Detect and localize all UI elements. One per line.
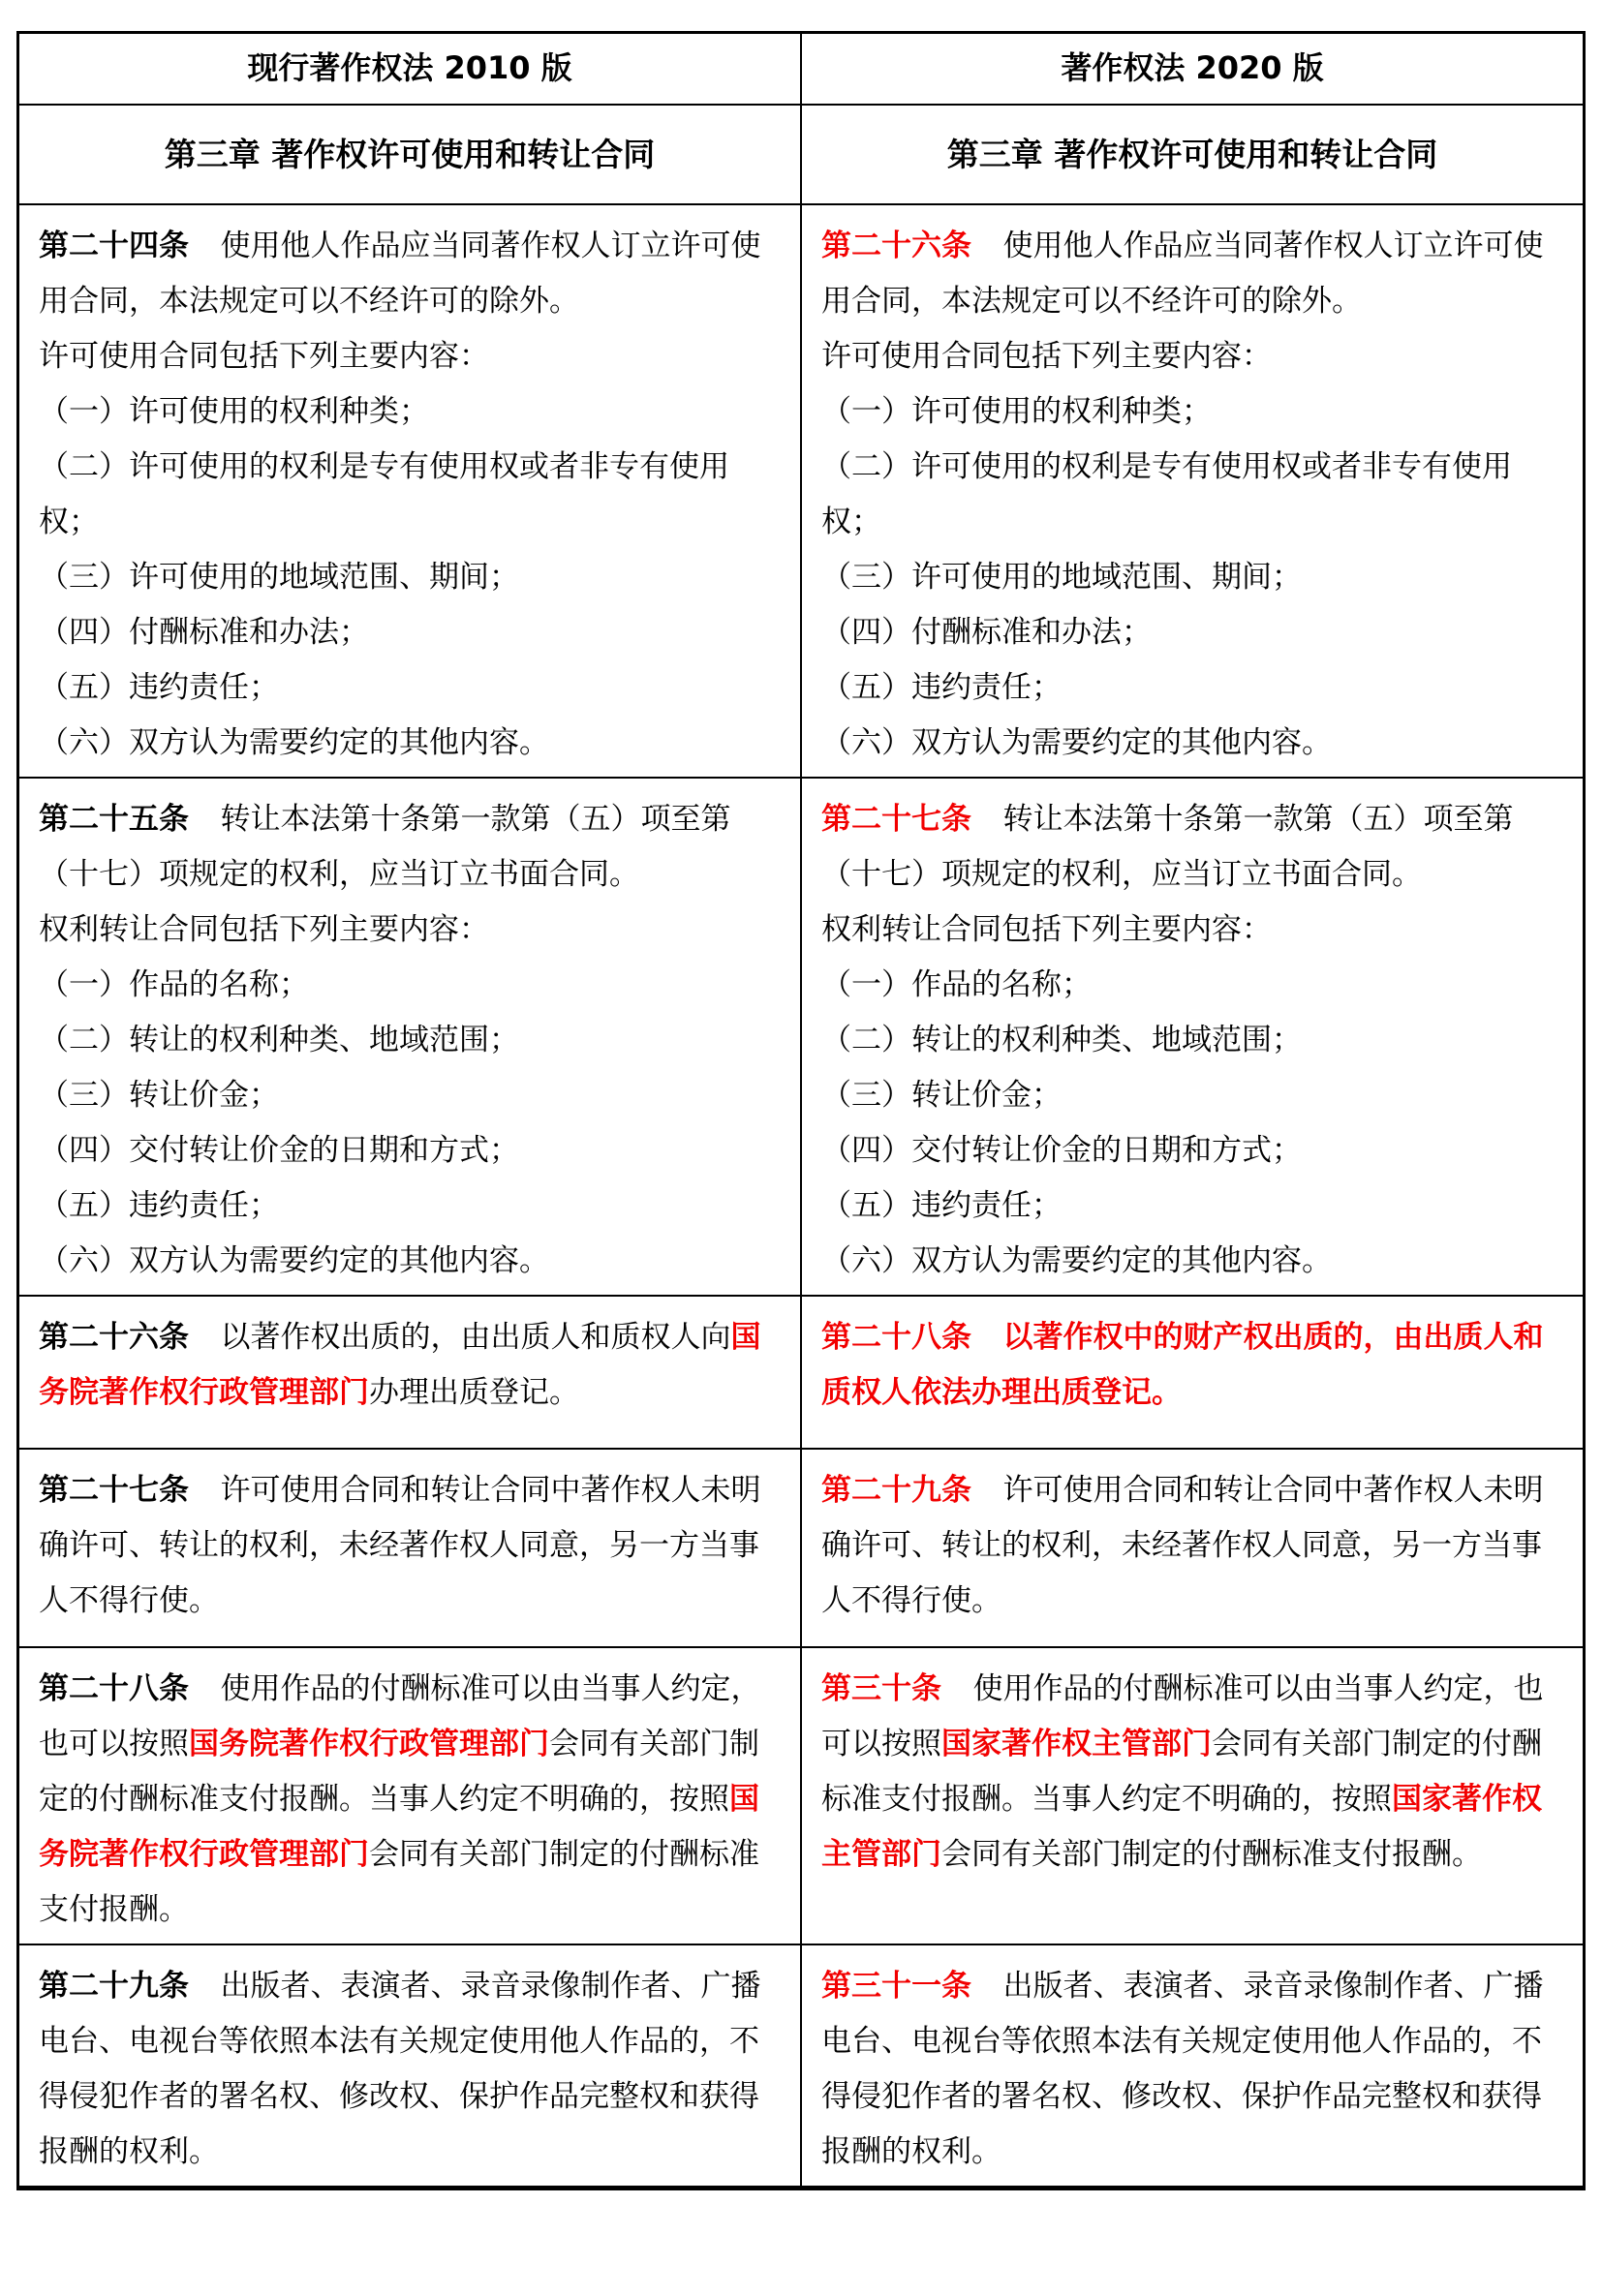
paragraph [821, 1068, 1563, 1123]
paragraph [39, 660, 781, 716]
paragraph [39, 1310, 781, 1421]
text-segment: 国家著作权主管部门 [941, 1726, 1212, 1761]
text-segment: 许可使用合同包括下列主要内容： [39, 338, 489, 374]
paragraph [821, 329, 1563, 384]
paragraph [39, 1463, 781, 1629]
text-segment: （四）付酬标准和办法； [39, 614, 369, 650]
law-2020-cell [801, 1296, 1585, 1449]
text-segment: 出版者、表演者、录音录像制作者、广播电台、电视台等依照本法有关规定使用他人作品的，不得侵犯作者的署名权、修改权、保护作品完整权和获得报酬的权利。 [39, 1968, 761, 2169]
text-segment: 第三章 著作权许可使用和转让合同 [946, 135, 1438, 173]
paragraph [39, 903, 781, 958]
paragraph [39, 41, 781, 96]
text-segment: 权利转让合同包括下列主要内容： [39, 911, 489, 947]
text-segment: （三）转让价金； [821, 1077, 1062, 1113]
article-number: 第三十一条 [821, 1968, 971, 2004]
table-row [18, 1944, 1585, 2189]
text-segment: （三）许可使用的地域范围、期间； [39, 559, 519, 595]
law-comparison-table [16, 31, 1586, 2190]
law-2010-cell [18, 1647, 802, 1944]
article-number: 第二十五条 [39, 801, 189, 837]
text-segment: 使用他人作品应当同著作权人订立许可使用合同，本法规定可以不经许可的除外。 [821, 228, 1544, 319]
article-number: 第二十九条 [821, 1472, 971, 1508]
text-segment: （四）交付转让价金的日期和方式； [821, 1132, 1302, 1168]
text-segment: 国家著作权主管部门 [821, 1781, 1542, 1872]
text-segment: 转让本法第十条第一款第（五）项至第（十七）项规定的权利，应当订立书面合同。 [821, 801, 1514, 892]
table-row [18, 105, 1585, 204]
text-segment: （四）交付转让价金的日期和方式； [39, 1132, 519, 1168]
paragraph [39, 1662, 781, 1938]
paragraph [821, 660, 1563, 716]
text-segment: 著作权法 2020 版 [1061, 49, 1324, 87]
text-segment: 使用他人作品应当同著作权人订立许可使用合同，本法规定可以不经许可的除外。 [39, 228, 761, 319]
article-number: 第二十八条 [821, 1319, 971, 1355]
law-2010-cell [18, 33, 802, 105]
text-segment: 使用作品的付酬标准可以由当事人约定，也可以按照 [39, 1670, 761, 1761]
text-segment: （二）许可使用的权利是专有使用权或者非专有使用权； [821, 448, 1512, 539]
paragraph [39, 127, 781, 182]
paragraph [39, 219, 781, 329]
text-segment: 会同有关部门制定的付酬标准支付报酬。当事人约定不明确的，按照 [39, 1726, 759, 1817]
paragraph [821, 1123, 1563, 1179]
text-segment: 国务院著作权行政管理部门 [189, 1726, 549, 1761]
text-segment: 许可使用合同和转让合同中著作权人未明确许可、转让的权利，未经著作权人同意，另一方当事人不得行使。 [39, 1472, 761, 1618]
article-number: 第二十八条 [39, 1670, 189, 1706]
paragraph [39, 958, 781, 1013]
paragraph [821, 958, 1563, 1013]
article-number: 第二十六条 [39, 1319, 189, 1355]
paragraph [39, 329, 781, 384]
table-row [18, 778, 1585, 1296]
paragraph [821, 1179, 1563, 1234]
paragraph [821, 1959, 1563, 2180]
paragraph [39, 1234, 781, 1289]
text-segment: 转让本法第十条第一款第（五）项至第（十七）项规定的权利，应当订立书面合同。 [39, 801, 731, 892]
table-row [18, 1647, 1585, 1944]
text-segment: （二）许可使用的权利是专有使用权或者非专有使用权； [39, 448, 729, 539]
article-number: 第二十四条 [39, 228, 189, 263]
law-2020-cell [801, 1449, 1585, 1647]
text-segment: （三）转让价金； [39, 1077, 279, 1113]
paragraph [821, 716, 1563, 771]
text-segment: （一）作品的名称； [39, 966, 309, 1002]
law-2010-cell [18, 1449, 802, 1647]
paragraph [39, 1123, 781, 1179]
paragraph [39, 716, 781, 771]
text-segment: 以著作权出质的，由出质人和质权人向 [220, 1319, 731, 1355]
text-segment: （六）双方认为需要约定的其他内容。 [39, 1242, 549, 1278]
paragraph [821, 1463, 1563, 1629]
text-segment: （五）违约责任； [821, 1187, 1062, 1223]
paragraph [821, 127, 1563, 182]
paragraph [39, 384, 781, 440]
text-segment: （二）转让的权利种类、地域范围； [39, 1022, 519, 1057]
table-body [18, 33, 1585, 2189]
law-2010-cell [18, 204, 802, 778]
text-segment: 会同有关部门制定的付酬标准支付报酬。 [941, 1836, 1482, 1872]
table-row [18, 33, 1585, 105]
table-row [18, 1449, 1585, 1647]
table-row [18, 204, 1585, 778]
paragraph [821, 1310, 1563, 1421]
text-segment: 许可使用合同和转让合同中著作权人未明确许可、转让的权利，未经著作权人同意，另一方当事人不得行使。 [821, 1472, 1544, 1618]
text-segment: （六）双方认为需要约定的其他内容。 [39, 724, 549, 760]
article-number: 第二十六条 [821, 228, 971, 263]
text-segment: （一）许可使用的权利种类； [39, 393, 429, 429]
text-segment: （一）作品的名称； [821, 966, 1092, 1002]
paragraph [39, 1068, 781, 1123]
paragraph [39, 550, 781, 605]
paragraph [821, 1013, 1563, 1068]
law-2010-cell [18, 1944, 802, 2189]
paragraph [821, 550, 1563, 605]
text-segment: 使用作品的付酬标准可以由当事人约定，也可以按照 [821, 1670, 1544, 1761]
law-2020-cell [801, 204, 1585, 778]
law-2010-cell [18, 1296, 802, 1449]
text-segment: 国务院著作权行政管理部门 [39, 1781, 759, 1872]
law-2020-cell [801, 1647, 1585, 1944]
article-number: 第三十条 [821, 1670, 941, 1706]
article-number: 第二十七条 [39, 1472, 189, 1508]
text-segment: 现行著作权法 2010 版 [247, 49, 572, 87]
law-2020-cell [801, 105, 1585, 204]
paragraph [39, 1959, 781, 2180]
paragraph [39, 1179, 781, 1234]
text-segment: （一）许可使用的权利种类； [821, 393, 1212, 429]
paragraph [39, 605, 781, 660]
paragraph [39, 1013, 781, 1068]
law-2010-cell [18, 105, 802, 204]
text-segment: 办理出质登记。 [369, 1374, 579, 1410]
text-segment: 出版者、表演者、录音录像制作者、广播电台、电视台等依照本法有关规定使用他人作品的，不得侵犯作者的署名权、修改权、保护作品完整权和获得报酬的权利。 [821, 1968, 1544, 2169]
text-segment: （六）双方认为需要约定的其他内容。 [821, 724, 1332, 760]
law-2020-cell [801, 33, 1585, 105]
paragraph [821, 41, 1563, 96]
text-segment: 国务院著作权行政管理部门 [39, 1319, 761, 1410]
paragraph [821, 1662, 1563, 1883]
paragraph [821, 792, 1563, 903]
paragraph [821, 903, 1563, 958]
paragraph [821, 384, 1563, 440]
text-segment: 第三章 著作权许可使用和转让合同 [164, 135, 656, 173]
table-row [18, 1296, 1585, 1449]
text-segment: 会同有关部门制定的付酬标准支付报酬。当事人约定不明确的，按照 [821, 1726, 1542, 1817]
article-number: 第二十九条 [39, 1968, 189, 2004]
paragraph [39, 792, 781, 903]
paragraph [821, 605, 1563, 660]
law-2020-cell [801, 778, 1585, 1296]
paragraph [821, 219, 1563, 329]
text-segment: （二）转让的权利种类、地域范围； [821, 1022, 1302, 1057]
text-segment: 许可使用合同包括下列主要内容： [821, 338, 1272, 374]
article-number: 第二十七条 [821, 801, 971, 837]
text-segment: （五）违约责任； [39, 1187, 279, 1223]
text-segment: （六）双方认为需要约定的其他内容。 [821, 1242, 1332, 1278]
text-segment: （四）付酬标准和办法； [821, 614, 1152, 650]
paragraph [821, 1234, 1563, 1289]
text-segment: 权利转让合同包括下列主要内容： [821, 911, 1272, 947]
paragraph [821, 440, 1563, 550]
law-2010-cell [18, 778, 802, 1296]
law-2020-cell [801, 1944, 1585, 2189]
text-segment: 会同有关部门制定的付酬标准支付报酬。 [39, 1836, 759, 1927]
text-segment: 以著作权中的财产权出质的，由出质人和质权人依法办理出质登记。 [821, 1319, 1544, 1410]
text-segment: （三）许可使用的地域范围、期间； [821, 559, 1302, 595]
text-segment: （五）违约责任； [39, 669, 279, 705]
document-page [0, 31, 1602, 2296]
text-segment: （五）违约责任； [821, 669, 1062, 705]
paragraph [39, 440, 781, 550]
